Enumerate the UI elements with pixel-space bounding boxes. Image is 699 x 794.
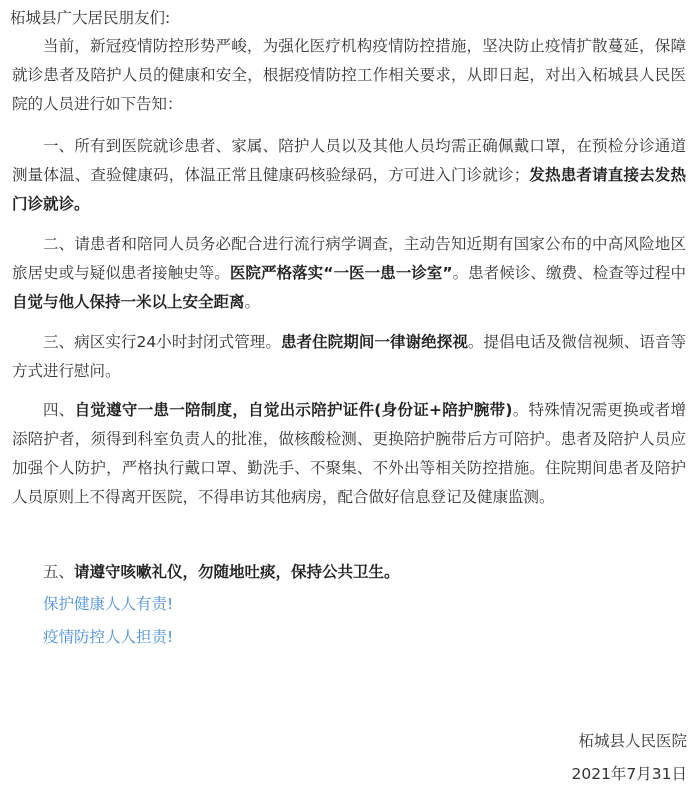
item-2-bold-1: 医院严格落实“一医一患一诊室”: [229, 264, 453, 282]
greeting: 柘城县广大居民朋友们:: [10, 9, 171, 27]
item-1-text: 一、所有到医院就诊患者、家属、陪护人员以及其他人员均需正确佩戴口罩，在预检分诊通道测量体温、查验健康码，体温正常且健康码核验绿码，方可进入门诊就诊；: [12, 137, 686, 184]
item-1-bold: 发热患者请直接去发热门诊就诊。: [12, 166, 686, 213]
item-2-text-3: 。: [244, 293, 261, 311]
item-2-text-2: 。患者候诊、缴费、检查等过程中: [452, 264, 686, 282]
item-5-prefix: 五、: [43, 563, 75, 581]
item-4-bold: 自觉遵守一患一陪制度，自觉出示陪护证件(身份证+陪护腕带): [74, 401, 513, 419]
item-2-text-1: 二、请患者和陪同人员务必配合进行流行病学调查，主动告知近期有国家公布的中高风险地区旅居史或与疑似患者接触史等。: [12, 235, 686, 282]
item-4-paragraph: [12, 396, 686, 512]
item-3-text-2: 。提倡电话及微信视频、语音等方式进行慰问。: [12, 333, 686, 380]
signature-date: 2021年7月31日: [571, 765, 687, 783]
item-4-prefix: 四、: [43, 401, 75, 419]
item-4-text: 。特殊情况需更换或者增添陪护者，须得到科室负责人的批准，做核酸检测、更换陪护腕带后方可陪护。患者及陪护人员应加强个人防护，严格执行戴口罩、勤洗手、不聚集、不外出等相关防控措施。住院期间患者及陪护人员原则上不得离开医院，不得串访其他病房，配合做好信息登记及健康监测。: [12, 401, 686, 506]
item-3-text-1: 三、病区实行24小时封闭式管理。: [43, 333, 281, 351]
item-2-bold-2: 自觉与他人保持一米以上安全距离: [12, 293, 245, 311]
item-2-paragraph: [12, 230, 686, 317]
slogan-2: 疫情防控人人担责!: [43, 628, 174, 646]
item-3-bold: 患者住院期间一律谢绝探视: [280, 333, 468, 351]
signature-org: 柘城县人民医院: [578, 732, 687, 750]
slogan-1: 保护健康人人有责!: [43, 595, 174, 613]
item-3-paragraph: [12, 328, 686, 386]
item-5-paragraph: [12, 558, 686, 587]
item-1-paragraph: [12, 132, 686, 219]
intro-paragraph: 当前，新冠疫情防控形势严峻，为强化医疗机构疫情防控措施，坚决防止疫情扩散蔓延，保障就诊患者及陪护人员的健康和安全，根据疫情防控工作相关要求，从即日起，对出入柘城县人民医院的人员进行如下告知：: [12, 37, 686, 113]
item-5-bold: 请遵守咳嗽礼仪，勿随地吐痰，保持公共卫生。: [74, 563, 400, 581]
